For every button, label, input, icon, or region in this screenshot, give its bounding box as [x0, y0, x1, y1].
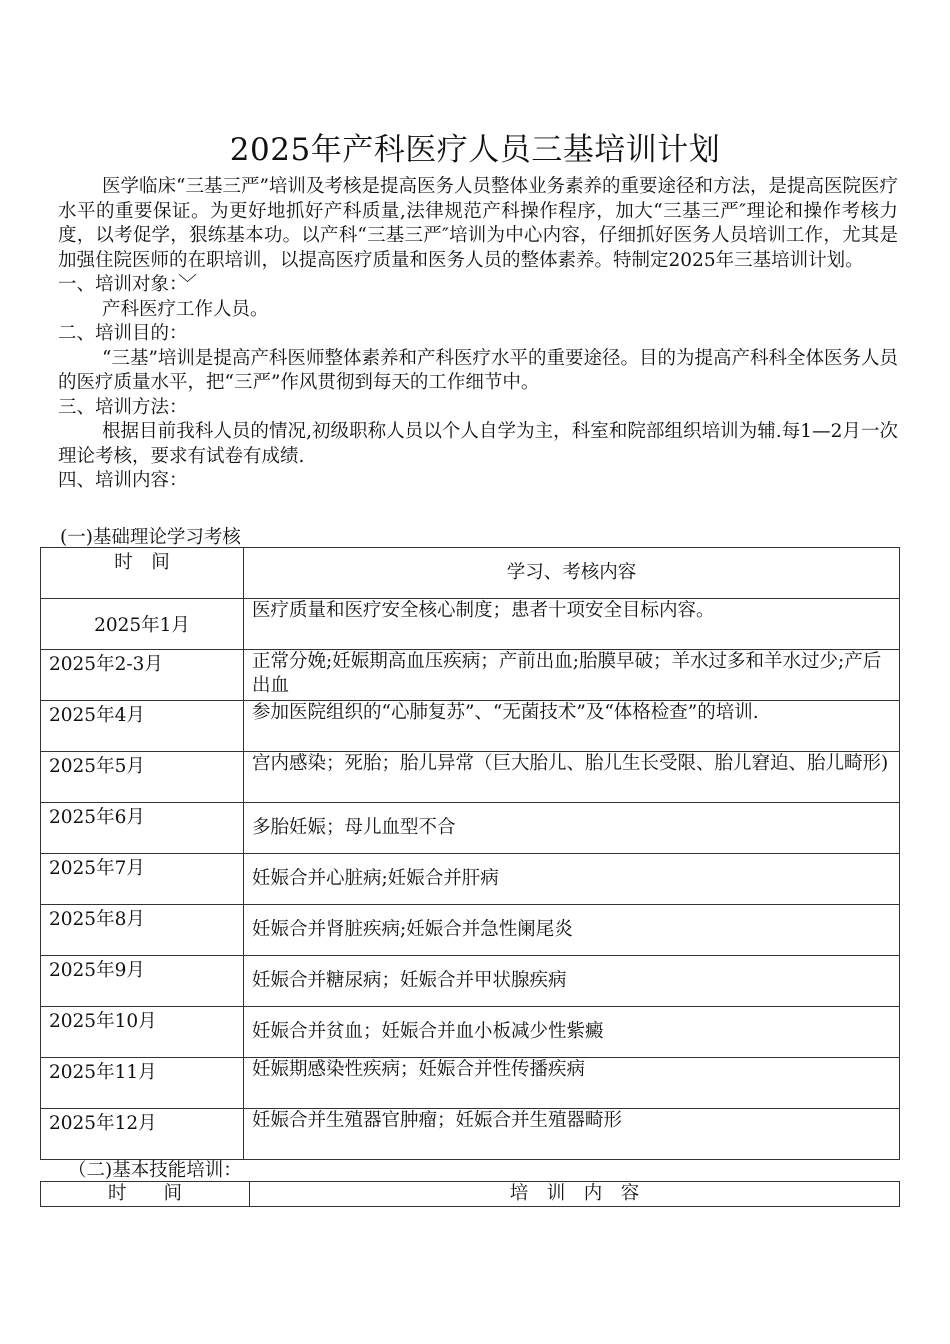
row-time: 2025年12月: [41, 1109, 244, 1160]
row-time: 2025年4月: [41, 701, 244, 752]
table-row: [41, 905, 900, 956]
header-time: 时 间: [41, 1182, 250, 1207]
document-body: [58, 175, 898, 494]
row-time: 2025年8月: [41, 905, 244, 956]
row-content: 妊娠合并贫血；妊娠合并血小板减少性紫癜: [244, 1007, 900, 1058]
section2-heading: 二、培训目的：: [58, 323, 188, 344]
header-time: [41, 548, 244, 599]
table-row: [41, 752, 900, 803]
subsection2-heading: （二)基本技能培训：: [68, 1160, 242, 1181]
row-time: 2025年6月: [41, 803, 244, 854]
row-content: 妊娠合并心脏病;妊娠合并肝病: [244, 854, 900, 905]
row-time: 2025年2-3月: [41, 650, 244, 701]
header-time-label: 时 间: [114, 552, 170, 573]
table-row: [41, 701, 900, 752]
table-row: [41, 1109, 900, 1160]
table-row: [41, 803, 900, 854]
row-time: 2025年10月: [41, 1007, 244, 1058]
row-content: 多胎妊娠；母儿血型不合: [244, 803, 900, 854]
row-time: 2025年1月: [41, 599, 244, 650]
section3-heading: 三、培训方法：: [58, 396, 188, 418]
section1-heading: 一、培训对象：﹀: [58, 274, 197, 295]
header-content: 培 训 内 容: [250, 1182, 900, 1207]
row-content: 宫内感染；死胎；胎儿异常（巨大胎儿、胎儿生长受限、胎儿窘迫、胎儿畸形): [244, 752, 900, 803]
intro-paragraph: 医学临床“三基三严”培训及考核是提高医务人员整体业务素养的重要途径和方法，是提高医院医疗水平的重要保证。为更好地抓好产科质量,法律规范产科操作程序，加大“三基三严″理论和操作考核力度，以考促学，狠练基本功。以产科“三基三严″培训为中心内容，仔细抓好医务人员培训工作，尤其是加强住院医师的在职培训，以提高医疗质量和医务人员的整体素养。特制定2025年三基培训计划。: [58, 176, 898, 271]
row-content: 正常分娩;妊娠期高血压疾病；产前出血;胎膜早破；羊水过多和羊水过少;产后出血: [244, 650, 900, 701]
section3-text: 根据目前我科人员的情况,初级职称人员以个人自学为主，科室和院部组织培训为辅.每1—2月一次理论考核，要求有试卷有成绩.: [58, 421, 898, 467]
row-content: 参加医院组织的“心肺复苏”、“无菌技术”及“体格检查”的培训.: [244, 701, 900, 752]
row-content: 妊娠合并肾脏疾病;妊娠合并急性阑尾炎: [244, 905, 900, 956]
subsection1-heading: (一)基础理论学习考核: [60, 527, 241, 548]
row-content: 医疗质量和医疗安全核心制度；患者十项安全目标内容。: [244, 599, 900, 650]
table-row: [41, 650, 900, 701]
row-time: 2025年11月: [41, 1058, 244, 1109]
section2-text: “三基”培训是提高产科医师整体素养和产科医疗水平的重要途径。目的为提高产科科全体医务人员的医疗质量水平，把“三严”作风贯彻到每天的工作细节中。: [58, 347, 898, 393]
table-row: [41, 1058, 900, 1109]
table-header-row: [41, 548, 900, 599]
row-time: 2025年9月: [41, 956, 244, 1007]
table-row: [41, 854, 900, 905]
row-time: 2025年5月: [41, 752, 244, 803]
table-header-row: [41, 1182, 900, 1207]
table-row: [41, 599, 900, 650]
row-time: 2025年7月: [41, 854, 244, 905]
section1-text: 产科医疗工作人员。: [102, 298, 269, 320]
header-content: [244, 548, 900, 599]
row-content: 妊娠期感染性疾病；妊娠合并性传播疾病: [244, 1058, 900, 1109]
skills-training-table: [40, 1181, 900, 1207]
header-content-label: 学习、考核内容: [506, 562, 637, 583]
table-row: [41, 956, 900, 1007]
row-content: 妊娠合并生殖器官肿瘤；妊娠合并生殖器畸形: [244, 1109, 900, 1160]
row-content: 妊娠合并糖尿病；妊娠合并甲状腺疾病: [244, 956, 900, 1007]
section4-heading: 四、培训内容：: [58, 470, 188, 491]
document-title: 2025年产科医疗人员三基培训计划: [229, 132, 721, 168]
table-row: [41, 1007, 900, 1058]
theory-schedule-table: [40, 547, 900, 1160]
